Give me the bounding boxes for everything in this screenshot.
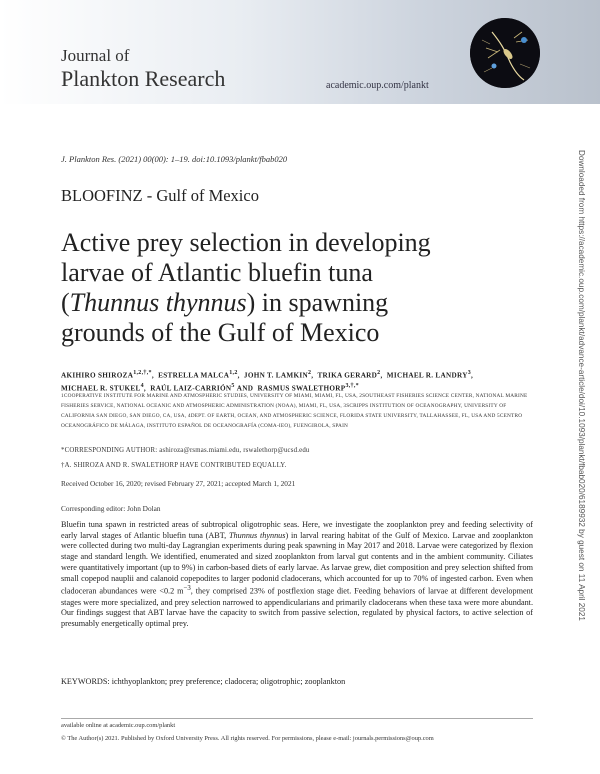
received-dates: Received October 16, 2020; revised February 27, 2021; accepted March 1, 2021 [61, 479, 296, 488]
author-name: ESTRELLA MALCA [158, 371, 230, 380]
abstract-text-2: ) in larval rearing habitat of the Gulf of Mexico. Larvae and zooplankton were collected during two multi-day Lagrangian experiments during peak spawning in May 2017 and 2018. Larvae were categorized by flexion stage and standard length. We identified, enumerated and sized zooplankton from larval gut contents and in the ambient community. Ciliates were quantitatively important (up to 9%) in carbon-based diets of early larvae. As larvae grew, diet composition and prey selection shifted from small copepod nauplii and calanoid copepodites to larger podonid cladocerans, which accounted for up to 70% of ingested carbon. Even when cladoceran abundances were <0.2 m [61, 530, 533, 596]
abstract-text-3: , they comprised 23% of postflexion stage diet. Feeding behaviors of larvae at different development stages were more specialized, and prey selection narrowed to appendicularians and primarily cladocerans when these taxa were more abundant. Our findings suggest that ABT larvae have the capacity to switch from passive selection, regulated by physical factors, to active selection of presumably energetically optimal prey. [61, 586, 533, 629]
journal-name: Plankton Research [61, 66, 226, 91]
author-affil-sup: 1,2,†,* [133, 370, 152, 376]
author-affil-sup: 2 [377, 370, 381, 376]
author-affil-sup: 2 [307, 370, 312, 376]
plankton-logo-icon [470, 18, 540, 88]
keywords: KEYWORDS: ichthyoplankton; prey preference; cladocera; oligotrophic; zooplankton [61, 677, 346, 686]
author-name: MICHAEL R. STUKEL [61, 384, 141, 393]
abstract-text-1: Bluefin tuna spawn in restricted areas of subtropical oligotrophic seas. Here, we investigate the zooplankton prey and feeding selectivity of early larval stages of Atlantic bluefin tuna (ABT, [61, 520, 533, 540]
affiliations: 1COOPERATIVE INSTITUTE FOR MARINE AND ATMOSPHERIC STUDIES, UNIVERSITY OF MIAMI, MIAMI, FL, USA, 2SOUTHEAST FISHERIES SCIENCE CENTER, NATIONAL MARINE FISHERIES SERVICE, NATIONAL OCEANIC AND ATMOSPHERIC ADMINISTRATION (NOAA), MIAMI, FL, USA, 3SCRIPPS INSTITUTION OF OCEANOGRAPHY, UNIVERSITY OF CALIFORNIA SAN DIEGO, SAN DIEGO, CA, USA, 4DEPT. OF EARTH, OCEAN, AND ATMOSPHERIC SCIENCE, FLORIDA STATE UNIVERSITY, TALLAHASSEE, FL, USA AND 5CENTRO OCEANOGRÁFICO DE MÁLAGA, INSTITUTO ESPAÑOL DE OCEANOGRAFÍA (COMA-IEO), FUENGIROLA, SPAIN [61, 393, 528, 429]
abstract [61, 520, 533, 630]
abstract-species-name: Thunnus thynnus [228, 530, 286, 540]
article-title [61, 228, 461, 348]
author-name: RASMUS SWALETHORP [257, 384, 346, 393]
corresponding-author-note: *CORRESPONDING AUTHOR: ashiroza@rsmas.miami.edu, rswalethorp@ucsd.edu [61, 447, 310, 454]
journal-url-link[interactable]: academic.oup.com/plankt [326, 80, 429, 91]
title-species-name: Thunnus thynnus [69, 288, 247, 317]
copyright-notice: © The Author(s) 2021. Published by Oxford University Press. All rights reserved. For permissions, please e-mail: journals.permissions@oup.com [61, 735, 434, 742]
author-name: MICHAEL R. LANDRY [386, 371, 468, 380]
author-name: JOHN T. LAMKIN [243, 371, 308, 380]
section-heading: BLOOFINZ - Gulf of Mexico [61, 186, 259, 205]
title-line-3 [61, 288, 461, 318]
equal-contribution-note: †A. SHIROZA AND R. SWALETHORP HAVE CONTRIBUTED EQUALLY. [61, 462, 287, 469]
title-line-4: grounds of the Gulf of Mexico [61, 318, 380, 347]
author-name: RAÚL LAIZ-CARRIÓN [150, 384, 232, 393]
author-affil-sup: 3,†,* [345, 383, 359, 390]
author-affil-sup: 4 [140, 383, 144, 390]
author-name: TRIKA GERARD [317, 371, 378, 380]
journal-logo [470, 18, 540, 88]
available-online-note: available online at academic.oup.com/plankt [61, 722, 176, 729]
title-line-2: larvae of Atlantic bluefin tuna [61, 258, 373, 287]
citation-line: J. Plankton Res. (2021) 00(00): 1–19. doi:10.1093/plankt/fbab020 [61, 154, 288, 164]
author-list: AKIHIRO $SHIROZA^{1,2,\dagger,*}$, ESTRELLA MALCA$^{1,2}$, JOHN T. LAMKIN$^2$, TRIKA GERARD$^2$, MICHAEL R. LANDRY$^3$, MICHAEL R. STUKEL$^4$, RAÚL LAIZ-CARRIÓN$^5$ AND RASMUS $SWALETHORP^{3,\dagger,*}$ [61, 370, 474, 393]
author-affil-sup: 3 [467, 370, 472, 376]
title-line-1: Active prey selection in developing [61, 228, 431, 257]
abstract-superscript: −3 [183, 585, 191, 593]
title-line-3-rest: ) in spawning [246, 288, 389, 317]
journal-of-label: Journal of [61, 46, 130, 65]
corresponding-editor: Corresponding editor: John Dolan [61, 504, 161, 513]
download-watermark-text: Downloaded from https://academic.oup.com/plankt/advance-article/doi/10.1093/plankt/fbab020/6189932 by guest on 11 April 2021 [577, 150, 586, 621]
title-open-paren: ( [61, 288, 70, 317]
author-affil-sup: 1,2 [229, 370, 238, 376]
download-watermark [574, 150, 588, 680]
journal-header-banner [0, 0, 600, 104]
author-name: AKIHIRO SHIROZA [61, 371, 134, 380]
author-affil-sup: 5 [231, 383, 235, 390]
footer-divider [61, 718, 533, 719]
